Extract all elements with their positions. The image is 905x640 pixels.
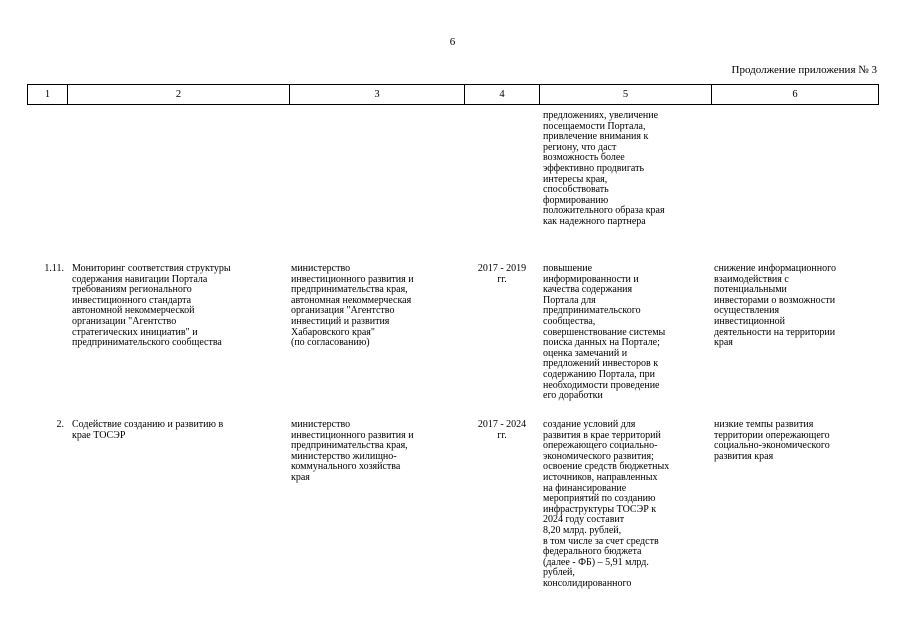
cell-executor: министерство инвестиционного развития и предпринимательства края, министерство жилищно- коммунального хозяйства края	[291, 419, 414, 483]
column-header-row	[28, 85, 879, 105]
page-number: 6	[449, 36, 456, 48]
cell-consequence: низкие темпы развития территории опережающего социально-экономического развития края	[714, 419, 830, 462]
column-number-1: 1	[28, 85, 68, 105]
cell-num: 2.	[56, 419, 64, 430]
column-number-4: 4	[465, 85, 540, 105]
column-number-2: 2	[68, 85, 290, 105]
column-number-5: 5	[540, 85, 712, 105]
cell-num: 1.11.	[44, 263, 64, 274]
cell-consequence: снижение информационного взаимодействия с потенциальными инвесторами о возможности осуществления инвестиционной деятельности на территории края	[714, 263, 836, 349]
cell-executor: министерство инвестиционного развития и предпринимательства края, автономная некоммерческая организация "Агентство инвестиций и развития Хабаровского края" (по согласованию)	[291, 263, 414, 349]
cell-period: 2017 - 2019 гг.	[477, 263, 527, 285]
cell-result: создание условий для развития в крае территорий опережающего социально- экономического развития; освоение средств бюджетных источников, направленных на финансирование мероприятий по созданию инфраструктуры ТОСЭР к 2024 году составит 8,20 млрд. рублей, в том числе за счет средств федерального бюджета (далее - ФБ) – 5,91 млрд. рублей, консолидированного	[543, 419, 670, 589]
cell-measure: Содействие созданию и развитию в крае ТОСЭР	[72, 419, 224, 441]
cell-measure: Мониторинг соответствия структуры содержания навигации Портала требованиям регионального инвестиционного стандарта автономной некоммерческой организации "Агентство стратегических инициатив" и предпринимательского сообщества	[72, 263, 231, 349]
cell-result: повышение информированности и качества содержания Портала для предпринимательского сообщества, совершенствование системы поиска данных на Портале; оценка замечаний и предложений инвесторов к содержанию Портала, при необходимости проведение его доработки	[543, 263, 666, 402]
cell-period: 2017 - 2024 гг.	[477, 419, 527, 441]
cell-result: предложениях, увеличение посещаемости Портала, привлечение внимания к региону, что даст возможность более эффективно продвигать интересы края, способствовать формированию положительного образа края как надежного партнера	[543, 110, 665, 227]
continuation-title: Продолжение приложения № 3	[731, 64, 877, 76]
column-number-6: 6	[712, 85, 879, 105]
column-header-table	[27, 84, 879, 105]
column-number-3: 3	[290, 85, 465, 105]
